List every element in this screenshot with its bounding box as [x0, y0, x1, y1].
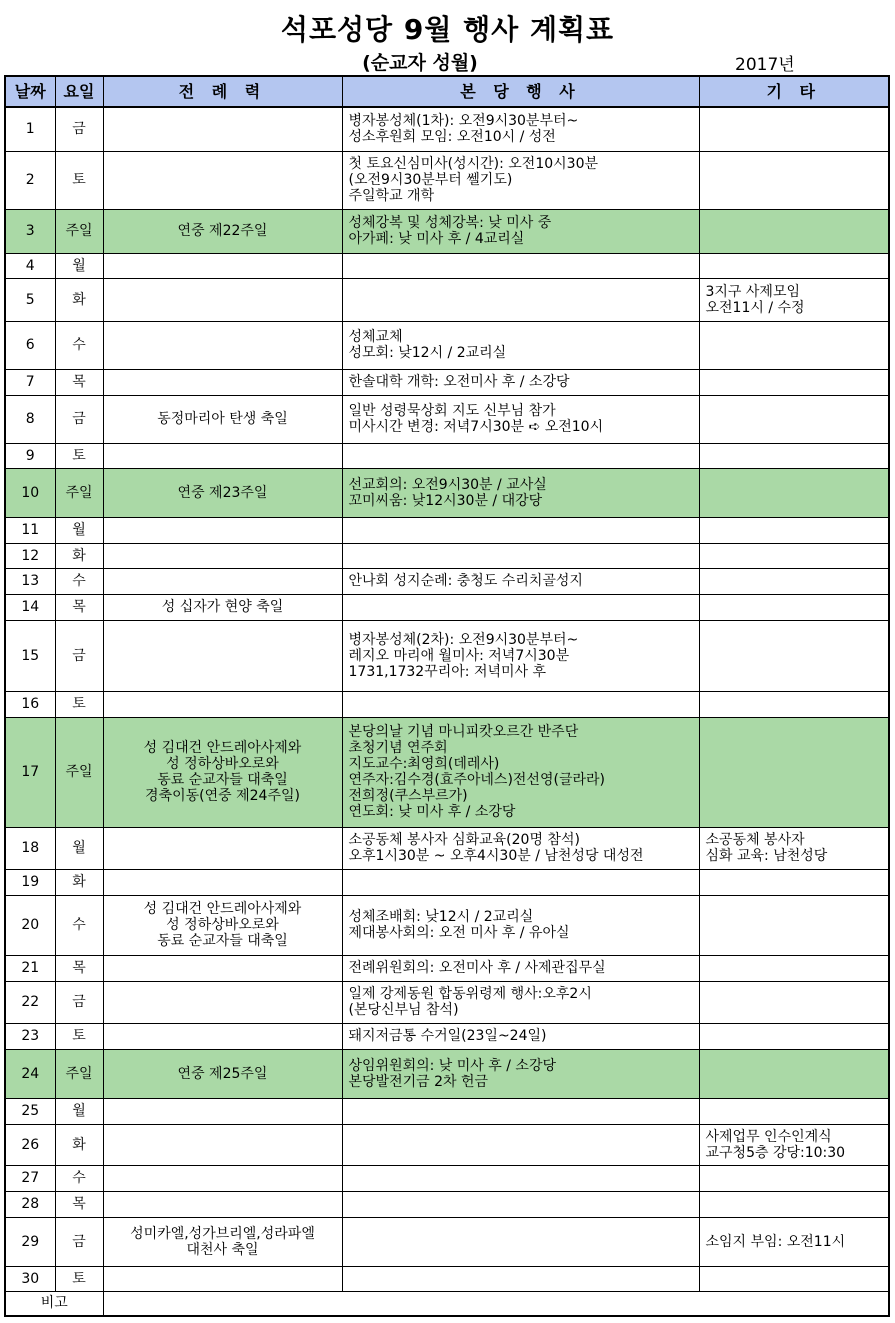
day-cell: 화 — [55, 278, 103, 321]
table-row — [5, 895, 889, 955]
events-cell: 소공동체 봉사자 심화교육(20명 참석) 오후1시30분 ~ 오후4시30분 / 남천성당 대성전 — [342, 827, 699, 869]
day-cell: 수 — [55, 1165, 103, 1191]
header-liturgy: 전 례 력 — [103, 76, 342, 107]
liturgy-cell: 성미카엘,성가브리엘,성라파엘 대천사 축일 — [103, 1217, 342, 1266]
events-cell — [342, 1098, 699, 1124]
liturgy-cell: 성 김대건 안드레아사제와 성 정하상바오로와 동료 순교자들 대축일 경축이동(연중 제24주일) — [103, 717, 342, 827]
events-cell — [342, 1217, 699, 1266]
other-cell — [699, 1023, 889, 1049]
liturgy-cell — [103, 1191, 342, 1217]
day-cell: 금 — [55, 107, 103, 151]
other-cell — [699, 981, 889, 1023]
date-cell: 11 — [5, 517, 55, 543]
date-cell: 25 — [5, 1098, 55, 1124]
other-cell: 사제업무 인수인계식 교구청5층 강당:10:30 — [699, 1124, 889, 1165]
liturgy-cell — [103, 443, 342, 468]
events-cell — [342, 1266, 699, 1291]
table-row — [5, 955, 889, 981]
other-cell — [699, 1098, 889, 1124]
date-cell: 14 — [5, 594, 55, 620]
date-cell: 27 — [5, 1165, 55, 1191]
date-cell: 22 — [5, 981, 55, 1023]
events-cell: 성체조배회: 낮12시 / 2교리실 제대봉사회의: 오전 미사 후 / 유아실 — [342, 895, 699, 955]
events-cell: 돼지저금통 수거일(23일~24일) — [342, 1023, 699, 1049]
date-cell: 20 — [5, 895, 55, 955]
other-cell — [699, 468, 889, 517]
day-cell: 토 — [55, 151, 103, 209]
liturgy-cell — [103, 1165, 342, 1191]
events-cell — [342, 1165, 699, 1191]
events-cell — [342, 1124, 699, 1165]
date-cell: 18 — [5, 827, 55, 869]
other-cell — [699, 620, 889, 691]
events-cell: 한솔대학 개학: 오전미사 후 / 소강당 — [342, 369, 699, 395]
table-row — [5, 395, 889, 443]
events-cell — [342, 691, 699, 717]
liturgy-cell — [103, 253, 342, 278]
date-cell: 13 — [5, 568, 55, 594]
table-row — [5, 620, 889, 691]
table-row — [5, 151, 889, 209]
other-cell: 소공동체 봉사자 심화 교육: 남천성당 — [699, 827, 889, 869]
liturgy-cell — [103, 517, 342, 543]
table-row — [5, 321, 889, 369]
day-cell: 월 — [55, 517, 103, 543]
day-cell: 주일 — [55, 468, 103, 517]
events-cell — [342, 543, 699, 568]
liturgy-cell — [103, 1098, 342, 1124]
date-cell: 21 — [5, 955, 55, 981]
date-cell: 24 — [5, 1049, 55, 1098]
events-cell — [342, 443, 699, 468]
table-row — [5, 443, 889, 468]
day-cell: 토 — [55, 1023, 103, 1049]
header-row — [5, 76, 889, 107]
table-row — [5, 468, 889, 517]
day-cell: 목 — [55, 594, 103, 620]
day-cell: 금 — [55, 620, 103, 691]
events-cell: 안나회 성지순례: 충청도 수리치골성지 — [342, 568, 699, 594]
table-row — [5, 253, 889, 278]
table-row — [5, 1165, 889, 1191]
liturgy-cell: 연중 제25주일 — [103, 1049, 342, 1098]
liturgy-cell — [103, 955, 342, 981]
header-day: 요일 — [55, 76, 103, 107]
table-row — [5, 1023, 889, 1049]
year-label: 2017년 — [735, 55, 795, 75]
schedule-table — [4, 75, 890, 1317]
table-row — [5, 517, 889, 543]
other-cell — [699, 1049, 889, 1098]
date-cell: 4 — [5, 253, 55, 278]
day-cell: 토 — [55, 691, 103, 717]
events-cell: 성체강복 및 성체강복: 낮 미사 중 아가페: 낮 미사 후 / 4교리실 — [342, 209, 699, 253]
table-row — [5, 1049, 889, 1098]
day-cell: 금 — [55, 395, 103, 443]
events-cell: 병자봉성체(1차): 오전9시30분부터~ 성소후원회 모임: 오전10시 / 성전 — [342, 107, 699, 151]
events-cell: 전례위원회의: 오전미사 후 / 사제관집무실 — [342, 955, 699, 981]
footer-row — [5, 1291, 889, 1316]
liturgy-cell — [103, 369, 342, 395]
day-cell: 주일 — [55, 209, 103, 253]
table-row — [5, 1266, 889, 1291]
table-row — [5, 107, 889, 151]
day-cell: 주일 — [55, 717, 103, 827]
table-row — [5, 1124, 889, 1165]
other-cell — [699, 568, 889, 594]
liturgy-cell: 연중 제23주일 — [103, 468, 342, 517]
events-cell — [342, 1191, 699, 1217]
liturgy-cell — [103, 1266, 342, 1291]
day-cell: 화 — [55, 1124, 103, 1165]
table-row — [5, 369, 889, 395]
liturgy-cell — [103, 321, 342, 369]
other-cell — [699, 151, 889, 209]
day-cell: 수 — [55, 895, 103, 955]
date-cell: 9 — [5, 443, 55, 468]
liturgy-cell: 성 김대건 안드레아사제와 성 정하상바오로와 동료 순교자들 대축일 — [103, 895, 342, 955]
header-events: 본 당 행 사 — [342, 76, 699, 107]
date-cell: 26 — [5, 1124, 55, 1165]
day-cell: 화 — [55, 869, 103, 895]
table-row — [5, 1098, 889, 1124]
date-cell: 10 — [5, 468, 55, 517]
day-cell: 목 — [55, 369, 103, 395]
events-cell — [342, 594, 699, 620]
liturgy-cell — [103, 1124, 342, 1165]
date-cell: 23 — [5, 1023, 55, 1049]
other-cell — [699, 395, 889, 443]
day-cell: 토 — [55, 443, 103, 468]
date-cell: 19 — [5, 869, 55, 895]
events-cell: 상임위원회의: 낮 미사 후 / 소강당 본당발전기금 2차 헌금 — [342, 1049, 699, 1098]
date-cell: 5 — [5, 278, 55, 321]
header-other: 기 타 — [699, 76, 889, 107]
date-cell: 15 — [5, 620, 55, 691]
date-cell: 28 — [5, 1191, 55, 1217]
table-row — [5, 717, 889, 827]
table-row — [5, 981, 889, 1023]
liturgy-cell: 동정마리아 탄생 축일 — [103, 395, 342, 443]
day-cell: 월 — [55, 1098, 103, 1124]
other-cell — [699, 1191, 889, 1217]
other-cell — [699, 443, 889, 468]
date-cell: 6 — [5, 321, 55, 369]
events-cell: 본당의날 기념 마니피캇오르간 반주단 초청기념 연주회 지도교수:최영희(데레사) 연주자:김수경(효주아네스)전선영(글라라) 전희정(쿠스부르가) 연도회: 낮 미사 후 / 소강당 — [342, 717, 699, 827]
table-row — [5, 594, 889, 620]
other-cell — [699, 895, 889, 955]
date-cell: 1 — [5, 107, 55, 151]
other-cell: 소임지 부임: 오전11시 — [699, 1217, 889, 1266]
liturgy-cell — [103, 869, 342, 895]
table-row — [5, 1191, 889, 1217]
table-row — [5, 568, 889, 594]
liturgy-cell — [103, 1023, 342, 1049]
table-row — [5, 691, 889, 717]
day-cell: 금 — [55, 981, 103, 1023]
liturgy-cell — [103, 151, 342, 209]
date-cell: 16 — [5, 691, 55, 717]
events-cell: 첫 토요신심미사(성시간): 오전10시30분 (오전9시30분부터 쎌기도) 주일학교 개학 — [342, 151, 699, 209]
liturgy-cell — [103, 107, 342, 151]
other-cell — [699, 107, 889, 151]
liturgy-cell — [103, 568, 342, 594]
events-cell: 일반 성령묵상회 지도 신부님 참가 미사시간 변경: 저녁7시30분 ➪ 오전10시 — [342, 395, 699, 443]
table-row — [5, 869, 889, 895]
events-cell — [342, 869, 699, 895]
page-title: 석포성당 9월 행사 계획표 — [280, 13, 615, 46]
other-cell — [699, 691, 889, 717]
other-cell — [699, 253, 889, 278]
other-cell — [699, 209, 889, 253]
other-cell — [699, 321, 889, 369]
date-cell: 8 — [5, 395, 55, 443]
date-cell: 2 — [5, 151, 55, 209]
day-cell: 주일 — [55, 1049, 103, 1098]
date-cell: 17 — [5, 717, 55, 827]
table-row — [5, 827, 889, 869]
date-cell: 30 — [5, 1266, 55, 1291]
liturgy-cell: 연중 제22주일 — [103, 209, 342, 253]
day-cell: 월 — [55, 253, 103, 278]
table-row — [5, 209, 889, 253]
other-cell — [699, 594, 889, 620]
liturgy-cell — [103, 543, 342, 568]
day-cell: 수 — [55, 568, 103, 594]
events-cell: 일제 강제동원 합동위령제 행사:오후2시 (본당신부님 참석) — [342, 981, 699, 1023]
liturgy-cell — [103, 278, 342, 321]
table-row — [5, 278, 889, 321]
liturgy-cell: 성 십자가 현양 축일 — [103, 594, 342, 620]
liturgy-cell — [103, 620, 342, 691]
day-cell: 화 — [55, 543, 103, 568]
day-cell: 목 — [55, 955, 103, 981]
day-cell: 금 — [55, 1217, 103, 1266]
other-cell — [699, 517, 889, 543]
day-cell: 목 — [55, 1191, 103, 1217]
other-cell — [699, 869, 889, 895]
header-date: 날짜 — [5, 76, 55, 107]
date-cell: 7 — [5, 369, 55, 395]
events-cell — [342, 278, 699, 321]
other-cell — [699, 717, 889, 827]
date-cell: 3 — [5, 209, 55, 253]
events-cell — [342, 517, 699, 543]
day-cell: 수 — [55, 321, 103, 369]
footer-label: 비고 — [5, 1291, 103, 1316]
other-cell — [699, 1165, 889, 1191]
other-cell — [699, 955, 889, 981]
table-row — [5, 543, 889, 568]
day-cell: 토 — [55, 1266, 103, 1291]
date-cell: 12 — [5, 543, 55, 568]
liturgy-cell — [103, 981, 342, 1023]
liturgy-cell — [103, 827, 342, 869]
other-cell: 3지구 사제모임 오전11시 / 수정 — [699, 278, 889, 321]
events-cell: 병자봉성체(2차): 오전9시30분부터~ 레지오 마리애 월미사: 저녁7시30분 1731,1732꾸리아: 저녁미사 후 — [342, 620, 699, 691]
other-cell — [699, 369, 889, 395]
table-row — [5, 1217, 889, 1266]
day-cell: 월 — [55, 827, 103, 869]
other-cell — [699, 1266, 889, 1291]
footer-value — [103, 1291, 889, 1316]
subtitle: (순교자 성월) — [362, 52, 478, 74]
events-cell: 성체교체 성모회: 낮12시 / 2교리실 — [342, 321, 699, 369]
other-cell — [699, 543, 889, 568]
liturgy-cell — [103, 691, 342, 717]
date-cell: 29 — [5, 1217, 55, 1266]
events-cell: 선교회의: 오전9시30분 / 교사실 꼬미씨움: 낮12시30분 / 대강당 — [342, 468, 699, 517]
events-cell — [342, 253, 699, 278]
